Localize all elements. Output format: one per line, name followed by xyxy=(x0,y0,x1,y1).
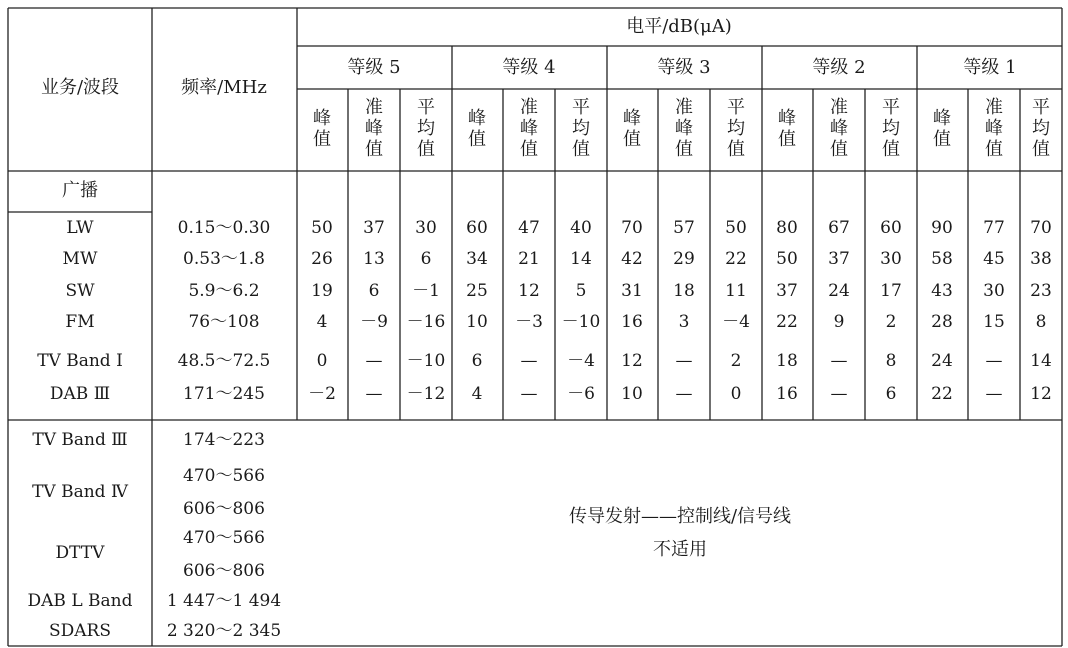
limit-value-cell: 16 xyxy=(621,312,643,332)
limit-value-cell: 45 xyxy=(983,249,1005,269)
limit-value-cell: －3 xyxy=(515,312,543,332)
limit-value-cell: 18 xyxy=(673,281,695,301)
row-band-label: MW xyxy=(62,249,98,269)
limit-value-cell: 2 xyxy=(885,312,897,332)
lower-band-label: SDARS xyxy=(49,621,111,641)
detector-average: 平均值 xyxy=(417,97,435,160)
lower-band-label: DAB L Band xyxy=(27,591,133,611)
row-band-label: FM xyxy=(65,312,95,332)
header-service-band: 业务/波段 xyxy=(40,77,120,98)
limit-value-cell: 67 xyxy=(828,218,850,238)
limit-value-cell: －9 xyxy=(360,312,388,332)
limit-value-cell: 12 xyxy=(1030,384,1052,404)
limit-value-cell: 10 xyxy=(621,384,643,404)
lower-freq-cell: 2 320～2 345 xyxy=(166,621,282,641)
limit-value-cell: 31 xyxy=(621,281,643,301)
header-class-2: 等级 2 xyxy=(812,57,866,78)
detector-peak: 峰值 xyxy=(623,108,641,150)
limit-value-cell: 70 xyxy=(621,218,643,238)
limit-value-cell: 50 xyxy=(311,218,333,238)
limit-value-cell: 2 xyxy=(730,351,742,371)
limit-value-cell: 77 xyxy=(983,218,1005,238)
limit-value-cell: 11 xyxy=(725,281,747,301)
limit-value-cell: 37 xyxy=(363,218,385,238)
limit-value-cell: — xyxy=(520,351,538,371)
lower-band-label: DTTV xyxy=(55,543,105,563)
limit-value-cell: 10 xyxy=(466,312,488,332)
row-frequency: 0.15～0.30 xyxy=(177,218,271,238)
limit-value-cell: 30 xyxy=(415,218,437,238)
limit-value-cell: 8 xyxy=(1035,312,1047,332)
limit-value-cell: －12 xyxy=(406,384,446,404)
limit-value-cell: 8 xyxy=(885,351,897,371)
limit-value-cell: 6 xyxy=(885,384,897,404)
detector-average: 平均值 xyxy=(1032,97,1050,160)
row-frequency: 76～108 xyxy=(188,312,260,332)
not-applicable-note-line2: 不适用 xyxy=(653,539,707,560)
limit-value-cell: 22 xyxy=(931,384,953,404)
limit-value-cell: 0 xyxy=(316,351,328,371)
header-level: 电平/dB(μA) xyxy=(626,16,732,37)
detector-peak: 峰值 xyxy=(468,108,486,150)
row-band-label: DAB Ⅲ xyxy=(49,384,111,404)
header-frequency: 频率/MHz xyxy=(181,77,267,98)
limit-value-cell: 37 xyxy=(776,281,798,301)
limit-value-cell: 29 xyxy=(673,249,695,269)
detector-quasi-peak: 准峰值 xyxy=(675,97,693,160)
limit-value-cell: 14 xyxy=(1030,351,1052,371)
limit-value-cell: 15 xyxy=(983,312,1005,332)
limit-value-cell: 30 xyxy=(880,249,902,269)
limit-value-cell: 6 xyxy=(420,249,432,269)
limit-value-cell: 22 xyxy=(776,312,798,332)
header-class-1: 等级 1 xyxy=(963,57,1017,78)
header-class-5: 等级 5 xyxy=(347,57,401,78)
limit-value-cell: 19 xyxy=(311,281,333,301)
limit-value-cell: 14 xyxy=(570,249,592,269)
limit-value-cell: 28 xyxy=(931,312,953,332)
limit-value-cell: 22 xyxy=(725,249,747,269)
limit-value-cell: 38 xyxy=(1030,249,1052,269)
limit-value-cell: 70 xyxy=(1030,218,1052,238)
detector-quasi-peak: 准峰值 xyxy=(985,97,1003,160)
limit-value-cell: 57 xyxy=(673,218,695,238)
limit-value-cell: 24 xyxy=(931,351,953,371)
limit-value-cell: 60 xyxy=(880,218,902,238)
lower-band-label: TV Band Ⅲ xyxy=(32,430,128,450)
limit-value-cell: 18 xyxy=(776,351,798,371)
limit-value-cell: －4 xyxy=(567,351,595,371)
limit-value-cell: 40 xyxy=(570,218,592,238)
limit-value-cell: — xyxy=(985,384,1003,404)
limit-value-cell: 9 xyxy=(833,312,845,332)
lower-band-label: TV Band Ⅳ xyxy=(32,482,128,502)
limit-value-cell: 4 xyxy=(316,312,328,332)
limit-value-cell: －4 xyxy=(722,312,750,332)
limit-value-cell: — xyxy=(675,384,693,404)
limit-value-cell: 30 xyxy=(983,281,1005,301)
limit-value-cell: －6 xyxy=(567,384,595,404)
detector-average: 平均值 xyxy=(572,97,590,160)
limit-value-cell: 58 xyxy=(931,249,953,269)
detector-quasi-peak: 准峰值 xyxy=(830,97,848,160)
row-frequency: 48.5～72.5 xyxy=(177,351,271,371)
limit-value-cell: 25 xyxy=(466,281,488,301)
detector-peak: 峰值 xyxy=(933,108,951,150)
not-applicable-note-line1: 传导发射——控制线/信号线 xyxy=(568,506,792,527)
limit-value-cell: －2 xyxy=(308,384,336,404)
limit-value-cell: 60 xyxy=(466,218,488,238)
limit-value-cell: 24 xyxy=(828,281,850,301)
limit-value-cell: 16 xyxy=(776,384,798,404)
limit-value-cell: 0 xyxy=(730,384,742,404)
limit-value-cell: －10 xyxy=(561,312,601,332)
limit-value-cell: 6 xyxy=(471,351,483,371)
limit-value-cell: 90 xyxy=(931,218,953,238)
limit-value-cell: 47 xyxy=(518,218,540,238)
limit-value-cell: 80 xyxy=(776,218,798,238)
lower-freq-cell: 470～566 xyxy=(183,466,265,486)
lower-freq-cell: 606～806 xyxy=(183,499,265,519)
limit-value-cell: 23 xyxy=(1030,281,1052,301)
lower-freq-cell: 606～806 xyxy=(183,561,265,581)
limit-value-cell: 50 xyxy=(776,249,798,269)
limit-value-cell: — xyxy=(830,384,848,404)
detector-average: 平均值 xyxy=(882,97,900,160)
detector-peak: 峰值 xyxy=(778,108,796,150)
limit-value-cell: 4 xyxy=(471,384,483,404)
limit-value-cell: — xyxy=(365,384,383,404)
lower-freq-cell: 1 447～1 494 xyxy=(166,591,282,611)
detector-quasi-peak: 准峰值 xyxy=(520,97,538,160)
limit-value-cell: －16 xyxy=(406,312,446,332)
limit-value-cell: — xyxy=(830,351,848,371)
limit-value-cell: 5 xyxy=(575,281,587,301)
limit-value-cell: 12 xyxy=(518,281,540,301)
limit-value-cell: 13 xyxy=(363,249,385,269)
limit-value-cell: — xyxy=(985,351,1003,371)
limit-value-cell: — xyxy=(365,351,383,371)
lower-freq-cell: 470～566 xyxy=(183,528,265,548)
limit-value-cell: 43 xyxy=(931,281,953,301)
limit-value-cell: 12 xyxy=(621,351,643,371)
limit-value-cell: 6 xyxy=(368,281,380,301)
limit-value-cell: 37 xyxy=(828,249,850,269)
limit-value-cell: 17 xyxy=(880,281,902,301)
row-band-label: TV Band Ⅰ xyxy=(37,351,123,371)
limit-value-cell: －10 xyxy=(406,351,446,371)
limit-value-cell: 42 xyxy=(621,249,643,269)
limit-value-cell: 26 xyxy=(311,249,333,269)
row-frequency: 171～245 xyxy=(183,384,265,404)
row-band-label: SW xyxy=(65,281,95,301)
limit-value-cell: — xyxy=(520,384,538,404)
limit-value-cell: 3 xyxy=(678,312,690,332)
detector-average: 平均值 xyxy=(727,97,745,160)
section-broadcast: 广播 xyxy=(62,180,98,201)
limit-value-cell: 34 xyxy=(466,249,488,269)
row-frequency: 5.9～6.2 xyxy=(188,281,260,301)
lower-freq-cell: 174～223 xyxy=(183,430,265,450)
detector-peak: 峰值 xyxy=(313,108,331,150)
limit-value-cell: －1 xyxy=(412,281,440,301)
limit-value-cell: 21 xyxy=(518,249,540,269)
limit-value-cell: 50 xyxy=(725,218,747,238)
row-band-label: LW xyxy=(66,218,94,238)
limit-value-cell: — xyxy=(675,351,693,371)
header-class-3: 等级 3 xyxy=(657,57,711,78)
header-class-4: 等级 4 xyxy=(502,57,556,78)
detector-quasi-peak: 准峰值 xyxy=(365,97,383,160)
row-frequency: 0.53～1.8 xyxy=(183,249,265,269)
